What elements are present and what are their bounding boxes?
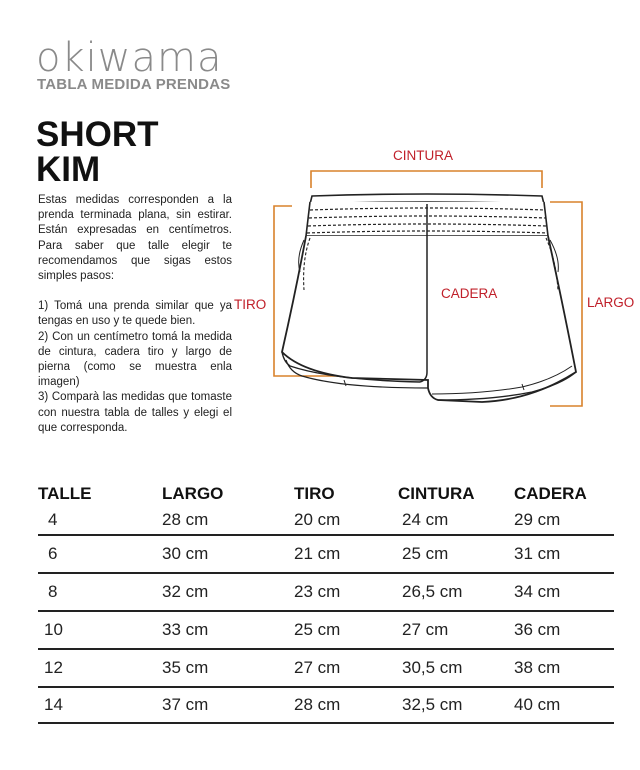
cell-tiro: 27 cm bbox=[294, 649, 398, 687]
header-cadera: CADERA bbox=[514, 484, 587, 503]
cell-cadera: 36 cm bbox=[514, 611, 614, 649]
cell-talle: 10 bbox=[38, 611, 162, 649]
cell-cintura: 24 cm bbox=[398, 506, 514, 535]
cell-cadera: 40 cm bbox=[514, 687, 614, 723]
header-tiro: TIRO bbox=[294, 484, 335, 503]
product-title bbox=[36, 117, 159, 187]
product-title-line2: KIM bbox=[36, 150, 101, 189]
cell-cadera: 34 cm bbox=[514, 573, 614, 611]
table-row bbox=[38, 535, 614, 573]
page-subtitle: TABLA MEDIDA PRENDAS bbox=[37, 76, 231, 93]
cintura-measure-line bbox=[311, 171, 542, 188]
cell-largo: 32 cm bbox=[162, 573, 294, 611]
product-title-line1: SHORT bbox=[36, 115, 159, 154]
cell-talle: 14 bbox=[38, 687, 162, 723]
cell-tiro: 28 cm bbox=[294, 687, 398, 723]
table-row bbox=[38, 611, 614, 649]
cell-largo: 33 cm bbox=[162, 611, 294, 649]
cell-largo: 35 cm bbox=[162, 649, 294, 687]
size-table bbox=[38, 482, 614, 724]
instructions-step-1: 1) Tomá una prenda similar que ya tengas en uso y te quede bien. bbox=[38, 300, 232, 328]
table-row bbox=[38, 506, 614, 535]
instructions-step-2: 2) Con un centímetro tomá la medida de cintura, cadera tiro y largo de pierna (como se muestra enla imagen) bbox=[38, 330, 232, 389]
cell-tiro: 21 cm bbox=[294, 535, 398, 573]
table-row bbox=[38, 573, 614, 611]
brand-logo: okiwama bbox=[36, 35, 223, 81]
label-cintura: CINTURA bbox=[393, 148, 453, 163]
label-tiro: TIRO bbox=[234, 297, 267, 312]
cell-cadera: 38 cm bbox=[514, 649, 614, 687]
short-illustration bbox=[232, 140, 640, 420]
cell-talle: 12 bbox=[38, 649, 162, 687]
cell-cadera: 31 cm bbox=[514, 535, 614, 573]
size-table-header bbox=[38, 482, 614, 506]
cell-cintura: 25 cm bbox=[398, 535, 514, 573]
header-largo: LARGO bbox=[162, 484, 224, 503]
cell-talle: 8 bbox=[38, 573, 162, 611]
cell-cintura: 27 cm bbox=[398, 611, 514, 649]
cell-largo: 37 cm bbox=[162, 687, 294, 723]
cell-tiro: 23 cm bbox=[294, 573, 398, 611]
cell-talle: 6 bbox=[38, 535, 162, 573]
cell-largo: 28 cm bbox=[162, 506, 294, 535]
cell-cintura: 30,5 cm bbox=[398, 649, 514, 687]
cell-largo: 30 cm bbox=[162, 535, 294, 573]
instructions bbox=[38, 193, 232, 436]
instructions-step-3: 3) Comparà las medidas que tomaste con nuestra tabla de talles y elegi el que corresponda. bbox=[38, 391, 232, 434]
cell-tiro: 25 cm bbox=[294, 611, 398, 649]
label-largo: LARGO bbox=[587, 295, 635, 310]
cell-cintura: 26,5 cm bbox=[398, 573, 514, 611]
short-body bbox=[282, 236, 576, 402]
table-row bbox=[38, 687, 614, 723]
cell-cadera: 29 cm bbox=[514, 506, 614, 535]
header-cintura: CINTURA bbox=[398, 484, 475, 503]
instructions-intro: Estas medidas corresponden a la prenda terminada plana, sin estirar. Están expresadas en centímetros. Para saber que talle elegir te recomendamos que sigas estos simples pasos: bbox=[38, 194, 232, 283]
cell-cintura: 32,5 cm bbox=[398, 687, 514, 723]
short-diagram bbox=[232, 140, 640, 420]
cell-talle: 4 bbox=[38, 506, 162, 535]
header-talle: TALLE bbox=[38, 484, 92, 503]
table-row bbox=[38, 649, 614, 687]
label-cadera: CADERA bbox=[441, 286, 498, 301]
cell-tiro: 20 cm bbox=[294, 506, 398, 535]
